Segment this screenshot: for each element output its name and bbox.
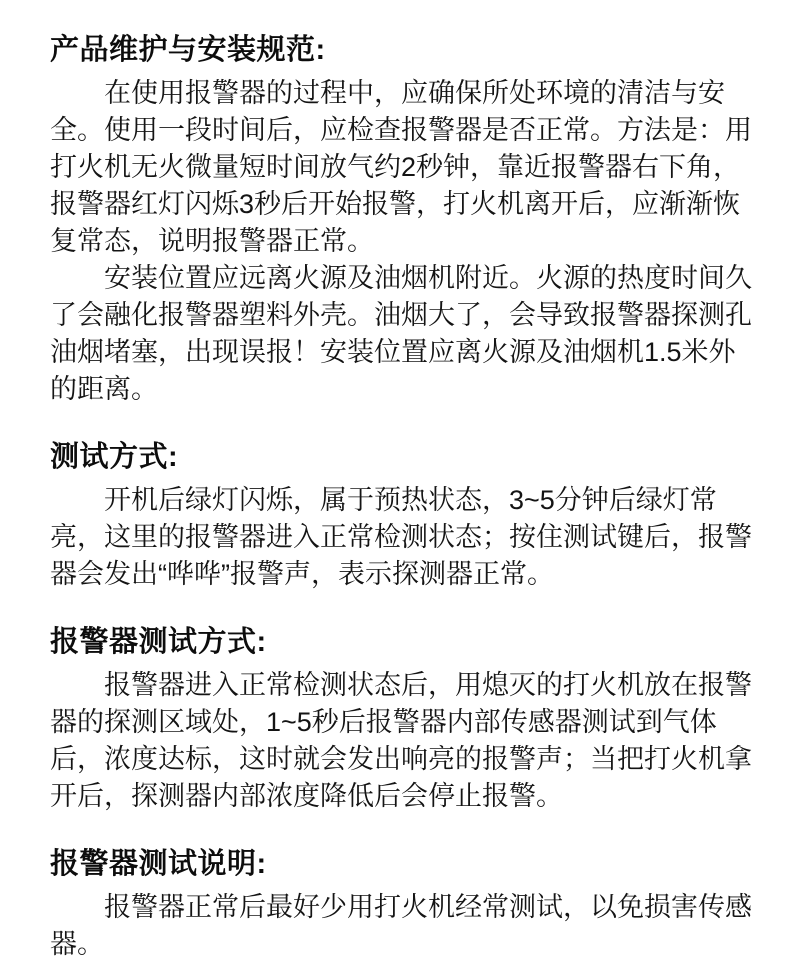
- paragraph-install-location: 安装位置应远离火源及油烟机附近。火源的热度时间久了会融化报警器塑料外壳。油烟大了，会导致报警器探测孔油烟堵塞，出现误报！安装位置应离火源及油烟机1.5米外的距离。: [50, 263, 752, 404]
- section-maintenance-installation: [50, 30, 758, 408]
- paragraph-lighter-test: 报警器进入正常检测状态后，用熄灭的打火机放在报警器的探测区域处，1~5秒后报警器内部传感器测试到气体后，浓度达标，这时就会发出响亮的报警声；当把打火机拿开后，探测器内部浓度降低后会停止报警。: [50, 670, 752, 811]
- paragraph-test-caution: 报警器正常后最好少用打火机经常测试，以免损害传感器。: [50, 892, 752, 959]
- section-alarm-test-method: [50, 622, 758, 815]
- section-heading-test-method: 测试方式:: [50, 441, 179, 473]
- section-alarm-test-note: [50, 844, 758, 963]
- paragraph-startup-test: 开机后绿灯闪烁，属于预热状态，3~5分钟后绿灯常亮，这里的报警器进入正常检测状态；按住测试键后，报警器会发出“哗哗”报警声，表示探测器正常。: [50, 485, 752, 589]
- section-heading-alarm-test-note: 报警器测试说明:: [50, 848, 267, 880]
- section-heading-maintenance: 产品维护与安装规范:: [50, 34, 326, 66]
- section-heading-alarm-test-method: 报警器测试方式:: [50, 626, 267, 658]
- section-test-method: [50, 437, 758, 593]
- paragraph-usage-check: 在使用报警器的过程中，应确保所处环境的清洁与安全。使用一段时间后，应检查报警器是否正常。方法是：用打火机无火微量短时间放气约2秒钟，靠近报警器右下角，报警器红灯闪烁3秒后开始报警，打火机离开后，应渐渐恢复常态，说明报警器正常。: [50, 78, 752, 256]
